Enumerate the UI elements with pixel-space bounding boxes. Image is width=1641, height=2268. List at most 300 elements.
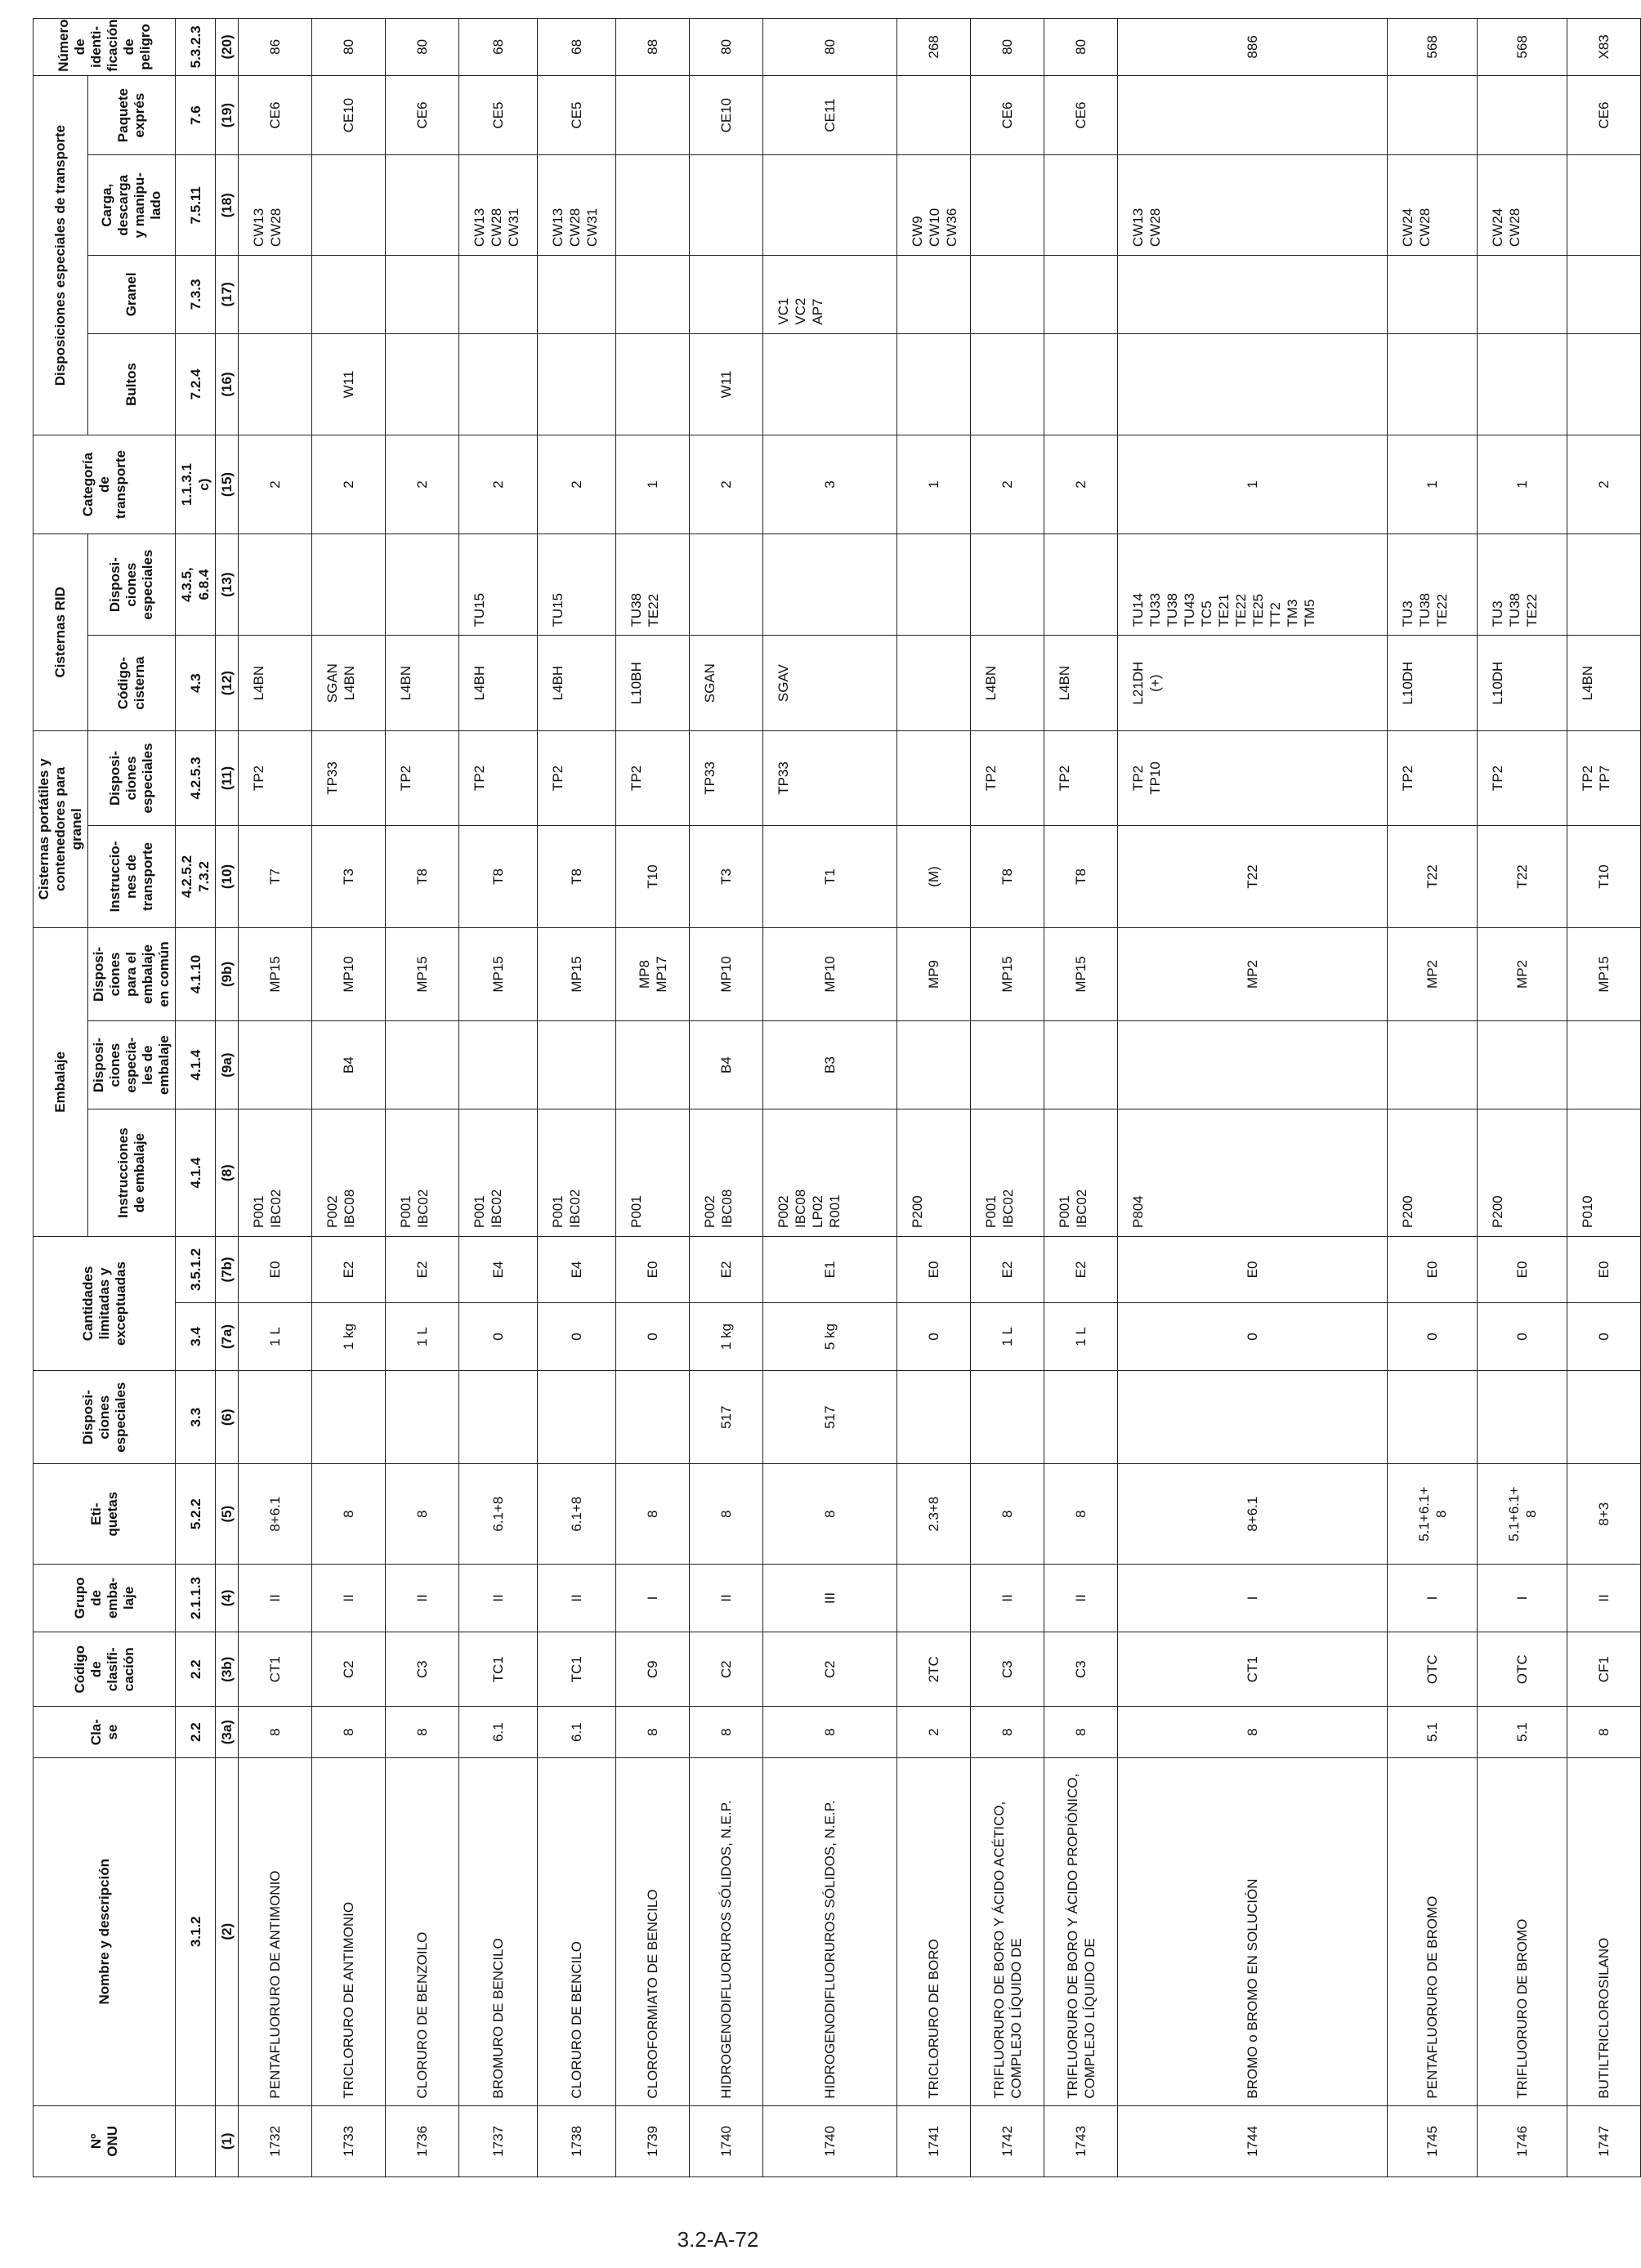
column-number-cell: (9b) [216,927,239,1020]
loading-cell: CW13 CW28 [1118,155,1388,256]
bulk-cell [616,256,690,334]
header-rid-tanks: Cisternas RID [34,534,88,730]
transport-category-cell: 2 [971,435,1044,534]
tank-instructions-cell: T8 [971,826,1044,928]
table-body [176,19,1641,2177]
labels-cell: 2.3+8 [897,1464,971,1565]
column-number-cell: (13) [216,534,239,636]
excepted-quantity-cell: E0 [1478,1236,1567,1302]
column-number-cell: (3b) [216,1632,239,1707]
bulk-cell [971,256,1044,334]
hazard-id-cell: 886 [1118,19,1388,76]
packing-instructions-cell: P200 [1388,1109,1478,1237]
tank-instructions-cell: T1 [763,826,897,928]
column-number-cell: (3a) [216,1707,239,1757]
hazard-id-cell: 80 [763,19,897,76]
tank-code-cell: SGAV [763,636,897,730]
mixed-packing-cell: MP2 [1118,927,1388,1020]
tank-instructions-cell: T3 [312,826,386,928]
labels-cell: 5.1+6.1+ 8 [1388,1464,1478,1565]
table-row [239,19,312,2177]
column-number-cell: (20) [216,19,239,76]
limited-quantity-cell: 5 kg [763,1302,897,1370]
header-packages: Bultos [88,333,176,435]
tank-instructions-cell: T22 [1118,826,1388,928]
excepted-quantity-cell: E2 [971,1236,1044,1302]
name-cell: CLORURO DE BENCILO [538,1757,616,2105]
packing-instructions-cell: P002 IBC08 [690,1109,763,1237]
tank-code-cell: L4BN [386,636,459,730]
special-provisions-cell [386,1371,459,1464]
header-tank-instructions: Instruccio- nes de transporte [88,826,176,928]
hazard-id-cell: 88 [616,19,690,76]
packages-cell: W11 [312,333,386,435]
special-packing-cell [1567,1021,1641,1109]
packing-instructions-cell: P200 [1478,1109,1567,1237]
express-parcel-cell: CE6 [1567,75,1641,155]
header-name: Nombre y descripción [34,1757,176,2105]
mixed-packing-cell: MP15 [386,927,459,1020]
express-parcel-cell: CE10 [312,75,386,155]
tank-code-cell: L4BN [971,636,1044,730]
reference-cell: 2.1.1.3 [176,1564,216,1632]
name-cell: BUTILTRICLOROSILANO [1567,1757,1641,2105]
limited-quantity-cell: 0 [1567,1302,1641,1370]
reference-cell: 4.1.4 [176,1021,216,1109]
mixed-packing-cell: MP2 [1478,927,1567,1020]
un-number-cell: 1736 [386,2105,459,2176]
special-provisions-cell [239,1371,312,1464]
hazard-id-cell: 68 [538,19,616,76]
un-number-cell: 1732 [239,2105,312,2176]
tank-instructions-cell: T22 [1478,826,1567,928]
un-number-cell: 1741 [897,2105,971,2176]
name-cell: TRIFLUORURO DE BORO Y ÁCIDO ACÉTICO, COMPLEJO LÍQUIDO DE [971,1757,1044,2105]
un-number-cell: 1738 [538,2105,616,2176]
reference-cell: 7.3.3 [176,256,216,334]
packing-instructions-cell: P002 IBC08 LP02 R001 [763,1109,897,1237]
tank-code-cell [897,636,971,730]
name-cell: PENTAFLUORURO DE ANTIMONIO [239,1757,312,2105]
table-row [386,19,459,2177]
column-number-cell: (8) [216,1109,239,1237]
loading-cell: CW13 CW28 CW31 [538,155,616,256]
packages-cell [1118,333,1388,435]
classification-code-cell: TC1 [538,1632,616,1707]
tank-code-cell: SGAN L4BN [312,636,386,730]
classification-code-cell: C2 [690,1632,763,1707]
tank-instructions-cell: T8 [1044,826,1118,928]
reference-cell: 7.5.11 [176,155,216,256]
table-row [763,19,897,2177]
mixed-packing-cell: MP15 [1567,927,1641,1020]
table-row [971,19,1044,2177]
header-limited-quantities: Cantidades limitadas y exceptuadas [34,1236,176,1370]
packing-instructions-cell: P001 [616,1109,690,1237]
loading-cell: CW24 CW28 [1388,155,1478,256]
hazard-id-cell: 80 [386,19,459,76]
class-cell: 8 [312,1707,386,1757]
classification-code-cell: C3 [1044,1632,1118,1707]
transport-category-cell: 1 [1118,435,1388,534]
labels-cell: 8 [312,1464,386,1565]
mixed-packing-cell: MP15 [971,927,1044,1020]
classification-code-cell: C9 [616,1632,690,1707]
bulk-cell [386,256,459,334]
packing-group-cell: III [763,1564,897,1632]
packages-cell [897,333,971,435]
tank-code-cell: L10DH [1478,636,1567,730]
labels-cell: 6.1+8 [459,1464,538,1565]
un-number-cell: 1737 [459,2105,538,2176]
header-labels: Eti- quetas [34,1464,176,1565]
un-number-cell: 1744 [1118,2105,1388,2176]
classification-code-cell: C3 [386,1632,459,1707]
classification-code-cell: CT1 [1118,1632,1388,1707]
tank-code-cell: L4BH [459,636,538,730]
table-header [34,19,176,2177]
packing-group-cell [897,1564,971,1632]
tank-special-provisions-cell: TP2 [971,730,1044,825]
tank-instructions-cell: T8 [459,826,538,928]
rid-special-provisions-cell: TU15 [538,534,616,636]
class-cell: 2 [897,1707,971,1757]
limited-quantity-cell: 1 L [1044,1302,1118,1370]
express-parcel-cell: CE6 [386,75,459,155]
loading-cell: CW13 CW28 CW31 [459,155,538,256]
packages-cell [971,333,1044,435]
classification-code-cell: C3 [971,1632,1044,1707]
special-provisions-cell [538,1371,616,1464]
labels-cell: 8 [386,1464,459,1565]
header-mixed-packing-provisions: Disposi- ciones para el embalaje en común [88,927,176,1020]
column-number-cell: (12) [216,636,239,730]
tank-special-provisions-cell: TP2 [1044,730,1118,825]
bulk-cell: VC1 VC2 AP7 [763,256,897,334]
classification-code-cell: CF1 [1567,1632,1641,1707]
packing-group-cell: I [1118,1564,1388,1632]
express-parcel-cell [1388,75,1478,155]
header-express-parcel: Paquete exprés [88,75,176,155]
packing-instructions-cell: P804 [1118,1109,1388,1237]
tank-instructions-cell: T10 [1567,826,1641,928]
special-packing-cell [971,1021,1044,1109]
bulk-cell [1118,256,1388,334]
bulk-cell [1044,256,1118,334]
excepted-quantity-cell: E0 [1388,1236,1478,1302]
rid-special-provisions-cell [386,534,459,636]
reference-cell: 3.4 [176,1302,216,1370]
excepted-quantity-cell: E0 [1567,1236,1641,1302]
class-cell: 8 [1118,1707,1388,1757]
name-cell: HIDROGENODIFLUORUROS SÓLIDOS, N.E.P. [763,1757,897,2105]
special-packing-cell [459,1021,538,1109]
class-cell: 8 [1044,1707,1118,1757]
special-packing-cell [1478,1021,1567,1109]
un-number-cell: 1746 [1478,2105,1567,2176]
table-row [1478,19,1567,2177]
reference-cell: 4.3 [176,636,216,730]
header-special-provisions: Disposi- ciones especiales [34,1371,176,1464]
packing-instructions-cell: P001 IBC02 [971,1109,1044,1237]
special-packing-cell [616,1021,690,1109]
special-packing-cell: B3 [763,1021,897,1109]
bulk-cell [1567,256,1641,334]
labels-cell: 8 [690,1464,763,1565]
hazard-id-cell: 86 [239,19,312,76]
table-row [690,19,763,2177]
header-packing-group: Grupo de emba- laje [34,1564,176,1632]
header-packing-instructions: Instrucciones de embalaje [88,1109,176,1237]
un-number-cell: 1739 [616,2105,690,2176]
table-row [538,19,616,2177]
name-cell: TRIFLUORURO DE BROMO [1478,1757,1567,2105]
packages-cell [459,333,538,435]
tank-code-cell: SGAN [690,636,763,730]
class-cell: 8 [239,1707,312,1757]
table-row [1118,19,1388,2177]
tank-code-cell: L21DH (+) [1118,636,1388,730]
bulk-cell [1478,256,1567,334]
express-parcel-cell: CE6 [239,75,312,155]
class-cell: 6.1 [538,1707,616,1757]
reference-cell: 4.1.10 [176,927,216,1020]
mixed-packing-cell: MP15 [538,927,616,1020]
tank-code-cell: L4BN [239,636,312,730]
class-cell: 8 [1567,1707,1641,1757]
mixed-packing-cell: MP8 MP17 [616,927,690,1020]
column-number-cell: (19) [216,75,239,155]
rid-special-provisions-cell [690,534,763,636]
reference-cell: 2.2 [176,1632,216,1707]
loading-cell: CW24 CW28 [1478,155,1567,256]
column-number-cell: (11) [216,730,239,825]
transport-category-cell: 2 [538,435,616,534]
table-row [459,19,538,2177]
un-number-cell: 1740 [690,2105,763,2176]
tank-special-provisions-cell: TP2 [1388,730,1478,825]
reference-cell: 7.6 [176,75,216,155]
loading-cell [971,155,1044,256]
packages-cell [1567,333,1641,435]
classification-code-cell: TC1 [459,1632,538,1707]
reference-cell: 2.2 [176,1707,216,1757]
hazard-id-cell: 268 [897,19,971,76]
column-number-cell: (2) [216,1757,239,2105]
rid-special-provisions-cell [897,534,971,636]
bulk-cell [538,256,616,334]
tank-special-provisions-cell: TP2 [239,730,312,825]
header-un-number: Nº ONU [34,2105,176,2176]
packages-cell: W11 [690,333,763,435]
excepted-quantity-cell: E0 [239,1236,312,1302]
special-provisions-cell [897,1371,971,1464]
special-provisions-cell [616,1371,690,1464]
un-number-cell: 1743 [1044,2105,1118,2176]
special-provisions-cell [1044,1371,1118,1464]
excepted-quantity-cell: E0 [1118,1236,1388,1302]
packages-cell [616,333,690,435]
table-row [312,19,386,2177]
bulk-cell [1388,256,1478,334]
column-number-cell: (1) [216,2105,239,2176]
packages-cell [763,333,897,435]
header-classification-code: Código de clasifi- cación [34,1632,176,1707]
packing-group-cell: II [239,1564,312,1632]
express-parcel-cell: CE10 [690,75,763,155]
column-number-cell: (16) [216,333,239,435]
special-provisions-cell [1118,1371,1388,1464]
tank-special-provisions-cell: TP33 [763,730,897,825]
special-packing-cell: B4 [312,1021,386,1109]
name-cell: HIDROGENODIFLUORUROS SÓLIDOS, N.E.P. [690,1757,763,2105]
class-cell: 8 [971,1707,1044,1757]
transport-category-cell: 2 [1567,435,1641,534]
express-parcel-cell [616,75,690,155]
transport-category-cell: 1 [1478,435,1567,534]
tank-instructions-cell: T10 [616,826,690,928]
packing-instructions-cell: P001 IBC02 [1044,1109,1118,1237]
classification-code-cell: C2 [763,1632,897,1707]
packing-group-cell: II [386,1564,459,1632]
loading-cell [386,155,459,256]
page-number: 3.2-A-72 [677,2227,759,2252]
column-number-cell: (6) [216,1371,239,1464]
column-number-cell: (7a) [216,1302,239,1370]
loading-cell [312,155,386,256]
rid-special-provisions-cell [239,534,312,636]
rid-special-provisions-cell [312,534,386,636]
header-rid-special-provisions: Disposi- ciones especiales [88,534,176,636]
column-number-cell: (18) [216,155,239,256]
transport-category-cell: 2 [239,435,312,534]
packing-instructions-cell: P002 IBC08 [312,1109,386,1237]
transport-category-cell: 2 [312,435,386,534]
loading-cell: CW13 CW28 [239,155,312,256]
labels-cell: 8 [971,1464,1044,1565]
excepted-quantity-cell: E2 [386,1236,459,1302]
reference-cell: 7.2.4 [176,333,216,435]
packing-group-cell: II [971,1564,1044,1632]
transport-category-cell: 2 [690,435,763,534]
column-number-cell: (17) [216,256,239,334]
limited-quantity-cell: 0 [1478,1302,1567,1370]
un-number-cell: 1747 [1567,2105,1641,2176]
excepted-quantity-cell: E4 [459,1236,538,1302]
excepted-quantity-cell: E0 [897,1236,971,1302]
excepted-quantity-cell: E2 [312,1236,386,1302]
limited-quantity-cell: 0 [1388,1302,1478,1370]
table-row [1388,19,1478,2177]
hazard-id-cell: 80 [971,19,1044,76]
reference-cell [176,2105,216,2176]
table-row [616,19,690,2177]
mixed-packing-cell: MP15 [239,927,312,1020]
reference-cell: 3.5.1.2 [176,1236,216,1302]
rid-special-provisions-cell: TU15 [459,534,538,636]
reference-cell: 5.2.2 [176,1464,216,1565]
packages-cell [538,333,616,435]
tank-code-cell: L4BH [538,636,616,730]
special-provisions-cell: 517 [690,1371,763,1464]
excepted-quantity-cell: E2 [690,1236,763,1302]
class-cell: 6.1 [459,1707,538,1757]
tank-code-cell: L4BN [1567,636,1641,730]
reference-row [176,19,216,2177]
tank-code-cell: L10DH [1388,636,1478,730]
hazard-id-cell: 80 [690,19,763,76]
header-class: Cla- se [34,1707,176,1757]
un-number-cell: 1745 [1388,2105,1478,2176]
limited-quantity-cell: 0 [616,1302,690,1370]
excepted-quantity-cell: E2 [1044,1236,1118,1302]
transport-category-cell: 1 [897,435,971,534]
rid-special-provisions-cell [1567,534,1641,636]
rid-special-provisions-cell: TU3 TU38 TE22 [1388,534,1478,636]
class-cell: 5.1 [1478,1707,1567,1757]
special-provisions-cell [971,1371,1044,1464]
hazard-id-cell: X83 [1567,19,1641,76]
excepted-quantity-cell: E4 [538,1236,616,1302]
packing-group-cell: II [538,1564,616,1632]
packing-instructions-cell: P010 [1567,1109,1641,1237]
rid-special-provisions-cell: TU3 TU38 TE22 [1478,534,1567,636]
tank-instructions-cell: T8 [538,826,616,928]
tank-instructions-cell: T8 [386,826,459,928]
limited-quantity-cell: 1 L [239,1302,312,1370]
classification-code-cell: OTC [1478,1632,1567,1707]
rid-special-provisions-cell: TU38 TE22 [616,534,690,636]
special-provisions-cell [1478,1371,1567,1464]
un-number-cell: 1733 [312,2105,386,2176]
special-provisions-cell [312,1371,386,1464]
express-parcel-cell: CE5 [459,75,538,155]
hazard-id-cell: 80 [312,19,386,76]
header-portable-tanks: Cisternas portátiles y contenedores para granel [34,730,88,927]
excepted-quantity-cell: E0 [616,1236,690,1302]
tank-special-provisions-cell: TP2 TP7 [1567,730,1641,825]
packing-instructions-cell: P001 IBC02 [386,1109,459,1237]
dangerous-goods-table [33,18,1641,2177]
transport-category-cell: 3 [763,435,897,534]
classification-code-cell: CT1 [239,1632,312,1707]
loading-cell [1567,155,1641,256]
name-cell: BROMO o BROMO EN SOLUCIÓN [1118,1757,1388,2105]
mixed-packing-cell: MP9 [897,927,971,1020]
class-cell: 5.1 [1388,1707,1478,1757]
header-hazard-id: Número de identi- ficación de peligro [34,19,176,76]
labels-cell: 8+6.1 [1118,1464,1388,1565]
tank-instructions-cell: (M) [897,826,971,928]
hazard-id-cell: 568 [1388,19,1478,76]
reference-cell: 3.1.2 [176,1757,216,2105]
transport-category-cell: 1 [616,435,690,534]
limited-quantity-cell: 0 [897,1302,971,1370]
labels-cell: 8 [763,1464,897,1565]
name-cell: TRICLORURO DE ANTIMONIO [312,1757,386,2105]
express-parcel-cell: CE11 [763,75,897,155]
reference-cell: 4.2.5.3 [176,730,216,825]
class-cell: 8 [690,1707,763,1757]
packing-group-cell: II [1567,1564,1641,1632]
reference-cell: 5.3.2.3 [176,19,216,76]
class-cell: 8 [386,1707,459,1757]
bulk-cell [239,256,312,334]
rid-special-provisions-cell [971,534,1044,636]
rid-special-provisions-cell: TU14 TU33 TU38 TU43 TC5 TE21 TE22 TE25 TT2 TM3 TM5 [1118,534,1388,636]
table-row [897,19,971,2177]
limited-quantity-cell: 1 kg [312,1302,386,1370]
